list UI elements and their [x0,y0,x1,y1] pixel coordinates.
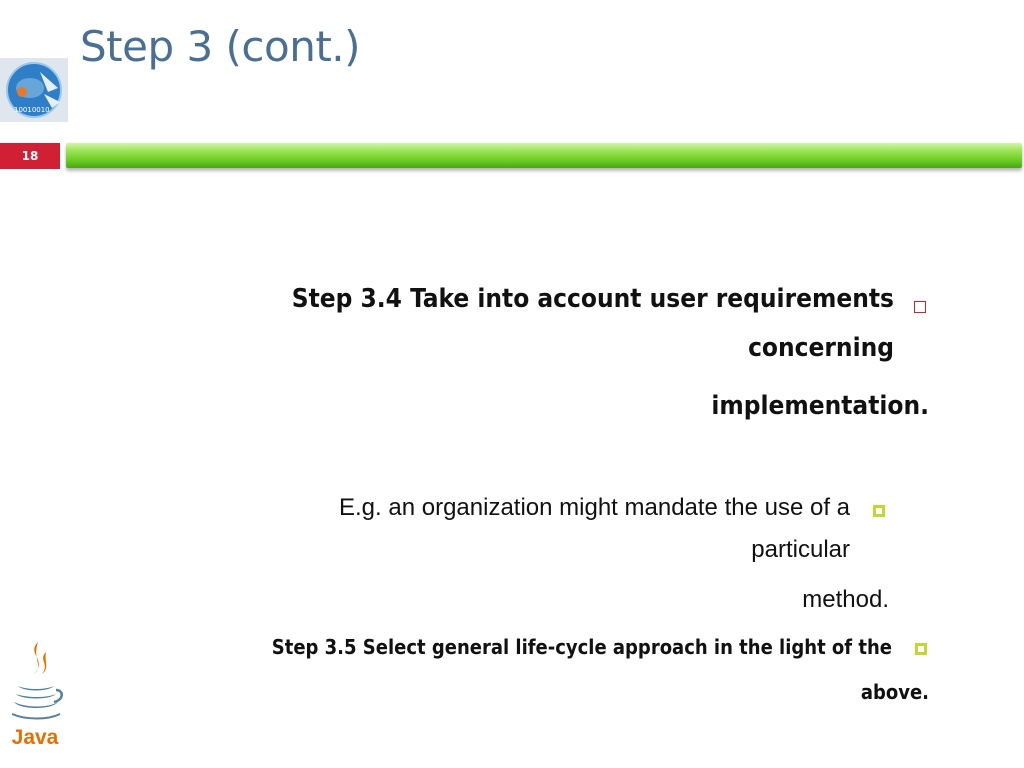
slide-number: 18 [0,143,60,169]
slide-title: Step 3 (cont.) [80,22,361,71]
green-square-bullet-icon [915,643,927,655]
example-line-3: method. [802,586,889,613]
example-line-2: particular [751,536,850,563]
example-line-1: E.g. an organization might mandate the use of a [339,494,850,521]
step-3-4-line-2: concerning [748,333,894,363]
step-3-5-line-2: above. [860,680,929,704]
step-3-4-line-1: Step 3.4 Take into account user requirements [291,284,894,314]
java-logo-text: Java [11,726,59,749]
step-3-4-line-3: implementation. [711,391,929,421]
green-square-bullet-icon [873,505,885,517]
hollow-square-bullet-icon [914,301,926,313]
svg-text:10010010: 10010010 [14,106,50,114]
java-logo [4,640,66,750]
step-3-5-line-1: Step 3.5 Select general life-cycle approach in the light of the [271,635,892,659]
